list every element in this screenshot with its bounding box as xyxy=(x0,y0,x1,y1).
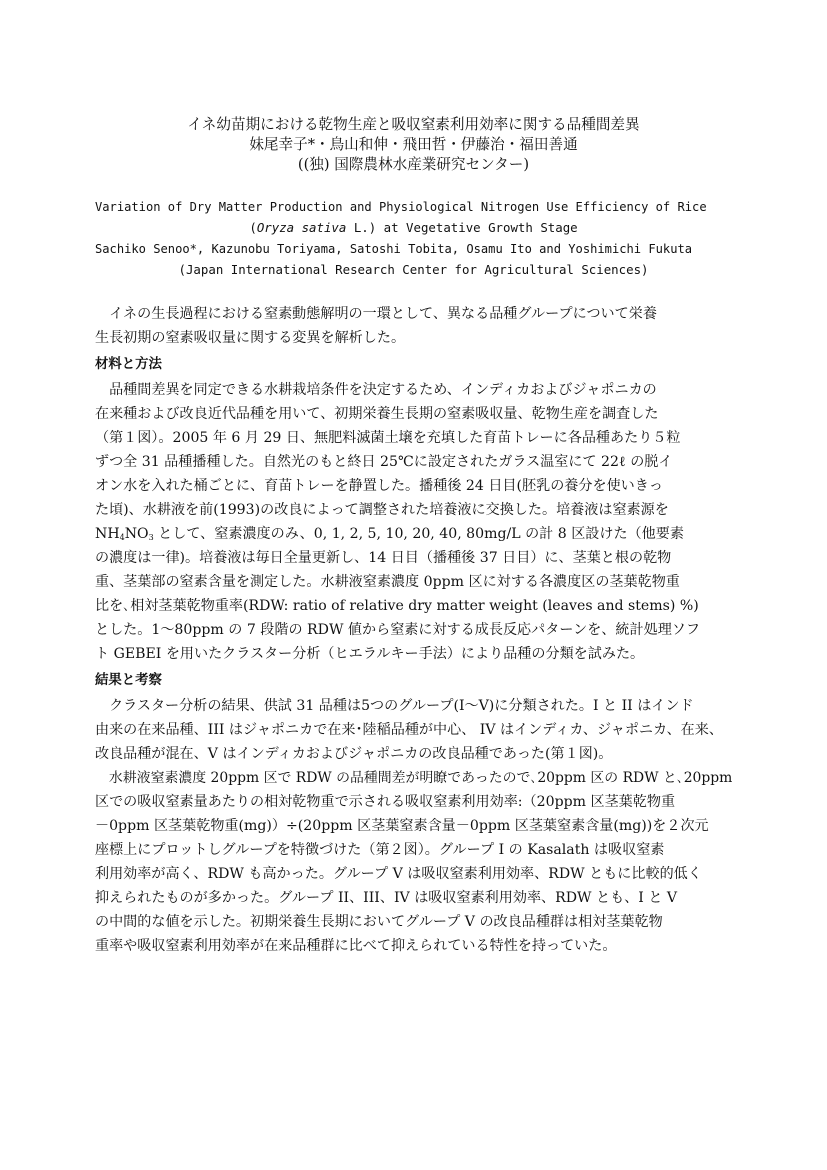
results-line: －0ppm 区茎葉乾物重(mg)）÷(20ppm 区茎葉窒素含量－0ppm 区茎葉窒素含量(mg))を２次元 xyxy=(95,818,709,834)
methods-line: （第１図）。2005 年 6 月 29 日、無肥料滅菌土壌を充填した育苗トレーに各品種あたり５粒 xyxy=(95,430,681,446)
jp-authors: 妹尾幸子*・鳥山和伸・飛田哲・伊藤治・福田善通 xyxy=(249,136,578,153)
methods-line: 在来種および改良近代品種を用いて、初期栄養生長期の窒素吸収量、乾物生産を調査した xyxy=(95,406,659,422)
results-line: 座標上にプロットしグループを特徴づけた（第２図）。グループ I の Kasalath は吸収窒素 xyxy=(95,842,665,858)
results-line: 区での吸収窒素量あたりの相対乾物重で示される吸収窒素利用効率:（20ppm 区茎葉乾物重 xyxy=(95,794,676,810)
results-heading: 結果と考察 xyxy=(95,673,162,688)
methods-line: の濃度は一律)。培養液は毎日全量更新し、14 日目（播種後 37 日目）に、茎葉と根の乾物 xyxy=(95,550,672,566)
no-text: NO xyxy=(124,526,149,542)
methods-line: た頃)、水耕液を前(1993)の改良によって調整された培養液に交換した。培養液は窒素源を xyxy=(95,502,669,518)
nh-text: NH xyxy=(95,526,120,542)
intro-line: 生長初期の窒素吸収量に関する変異を解析した。 xyxy=(95,330,406,346)
subscript-4: 4 xyxy=(119,533,125,542)
en-title-line2 xyxy=(0,218,827,238)
results-line: 由来の在来品種、III はジャポニカで在来･陸稲品種が中心、 IV はインディカ、ジャポニカ、在来、 xyxy=(95,722,723,738)
results-line: 利用効率が高く、RDW も高かった。グループ V は吸収窒素利用効率、RDW ともに比較的低く xyxy=(95,866,702,882)
methods-line: 比を､相対茎葉乾物重率(RDW: ratio of relative dry matter weight (leaves and stems) %) xyxy=(95,598,699,614)
en-affiliation: (Japan International Research Center for Agricultural Sciences) xyxy=(178,262,649,277)
species-name: Oryza sativa xyxy=(256,220,347,235)
methods-line-rest: として、窒素濃度のみ、0, 1, 2, 5, 10, 20, 40, 80mg/L の計 8 区設けた（他要素 xyxy=(153,526,684,542)
methods-line: ト GEBEI を用いたクラスター分析（ヒエラルキー手法）により品種の分類を試みた。 xyxy=(95,646,645,662)
jp-title: イネ幼苗期における乾物生産と吸収窒素利用効率に関する品種間差異 xyxy=(187,116,640,133)
results-line: 重率や吸収窒素利用効率が在来品種群に比べて抑えられている特性を持っていた。 xyxy=(95,938,617,954)
results-line: 抑えられたものが多かった。グループ II、III、IV は吸収窒素利用効率、RDW とも、I と V xyxy=(95,890,678,906)
methods-line: オン水を入れた桶ごとに、育苗トレーを静置した。播種後 24 日目(胚乳の養分を使いきっ xyxy=(95,478,663,494)
methods-line: とした。1～80ppm の 7 段階の RDW 値から窒素に対する成長反応パターンを、統計処理ソフ xyxy=(95,622,700,638)
en-title-open: ( xyxy=(249,220,257,235)
en-title-line1: Variation of Dry Matter Production and Physiological Nitrogen Use Efficiency of Rice xyxy=(95,200,707,214)
methods-line: 品種間差異を同定できる水耕栽培条件を決定するため、インディカおよびジャポニカの xyxy=(95,382,657,398)
en-authors: Sachiko Senoo*, Kazunobu Toriyama, Satoshi Tobita, Osamu Ito and Yoshimichi Fukuta xyxy=(95,242,693,256)
results-line: の中間的な値を示した。初期栄養生長期においてグループ V の改良品種群は相対茎葉乾物 xyxy=(95,914,663,930)
results-line: 水耕液窒素濃度 20ppm 区で RDW の品種間差が明瞭であったので､20ppm 区の RDW と､20ppm xyxy=(95,770,733,786)
intro-line: イネの生長過程における窒素動態解明の一環として、異なる品種グループについて栄養 xyxy=(95,306,657,322)
subscript-3: 3 xyxy=(148,533,154,542)
jp-affiliation: ((独) 国際農林水産業研究センター) xyxy=(297,156,530,173)
methods-line: 重、茎葉部の窒素含量を測定した。水耕液窒素濃度 0ppm 区に対する各濃度区の茎葉乾物重 xyxy=(95,574,680,590)
results-line: 改良品種が混在、V はインディカおよびジャポニカの改良品種であった(第１図)。 xyxy=(95,746,613,762)
methods-line: ずつ全 31 品種播種した。自然光のもと終日 25℃に設定されたガラス温室にて 22ℓ の脱イ xyxy=(95,454,673,470)
en-title-rest: L.) at Vegetative Growth Stage xyxy=(346,220,578,235)
results-line: クラスター分析の結果、供試 31 品種は5つのグループ(I～V)に分類された。I と II はインド xyxy=(95,698,694,714)
methods-heading: 材料と方法 xyxy=(95,357,162,372)
